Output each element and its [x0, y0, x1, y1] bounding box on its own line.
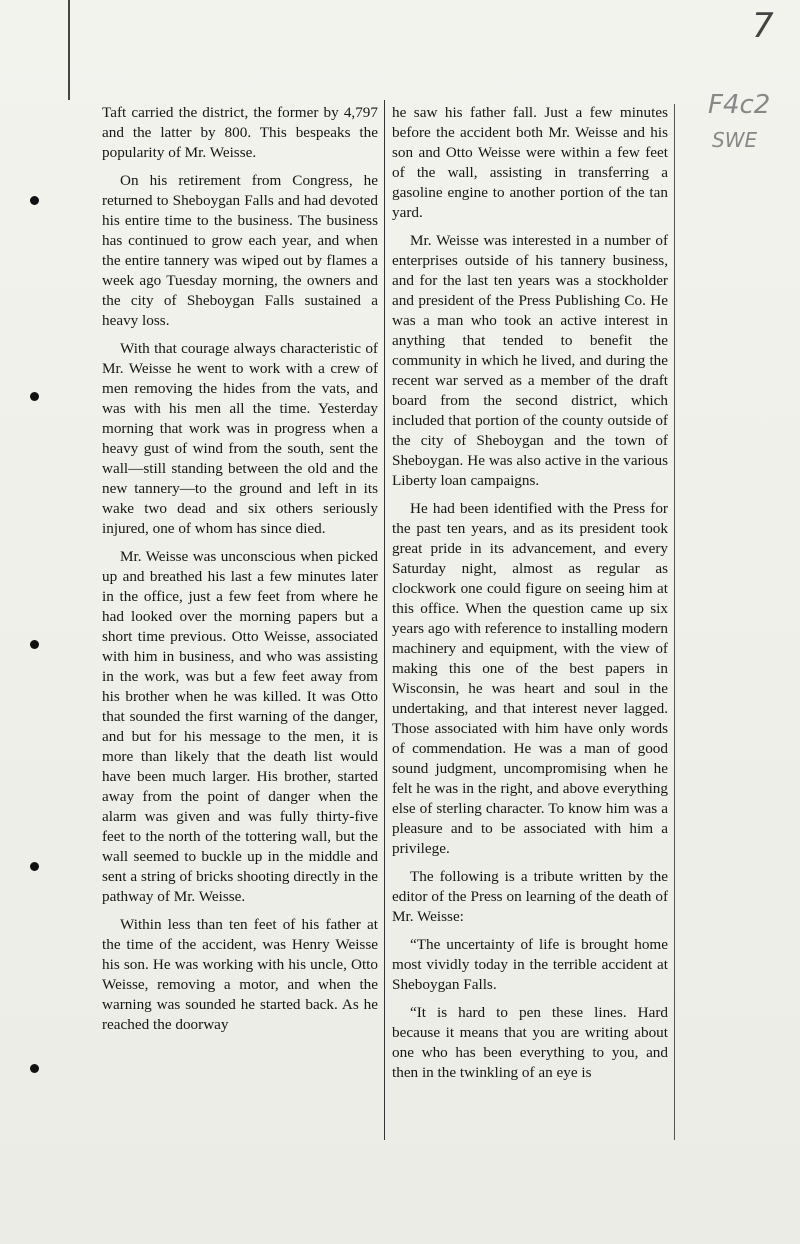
binder-hole	[30, 1064, 39, 1073]
paragraph: “The uncertainty of life is brought home most vividly today in the terrible accident at Sheboygan Falls.	[392, 936, 668, 993]
paragraph: The following is a tribute written by the editor of the Press on learning of the death of Mr. Weisse:	[392, 868, 668, 925]
clipping-right-edge	[674, 104, 675, 1140]
paragraph: Within less than ten feet of his father at the time of the accident, was Henry Weisse his son. He was working with his uncle, Otto Weisse, removing a motor, and when the warning was sounded he started back. As he reached the doorway	[102, 916, 378, 1033]
binder-hole	[30, 196, 39, 205]
paragraph: Mr. Weisse was unconscious when picked up and breathed his last a few minutes later in the office, just a few feet from where he had looked over the morning papers but a short time previous. Otto Weisse, associated with him in business, and who was assisting in the work, was but a few feet away from his brother when he was killed. It was Otto that sounded the first warning of the danger, and but for his message to the men, it is more than likely that the death list would have been much larger. His brother, started away from the point of danger when the alarm was given and was fully thirty-five feet to the north of the tottering wall, but the wall seemed to buckle up in the middle and sent a string of bricks shooting directly in the pathway of Mr. Weisse.	[102, 548, 378, 905]
pencil-annotation: F4c2	[708, 90, 771, 120]
binder-hole	[30, 392, 39, 401]
paragraph: On his retirement from Congress, he returned to Sheboygan Falls and had devoted his entire time to the business. The business has continued to grow each year, and when the entire tannery was wiped out by flames a week ago Tuesday morning, the owners and the city of Sheboygan Falls sustained a heavy loss.	[102, 172, 378, 329]
paragraph: He had been identified with the Press for the past ten years, and as its president took great pride in its advancement, and every Saturday night, almost as regular as clockwork one could figure on seeing him at this office. When the question came up six years ago with reference to installing modern machinery and equipment, with the view of making this one of the best papers in Wisconsin, he was heart and soul in the undertaking, and that interest never lagged. Those associated with him have only words of commendation. He was a man of good sound judgment, uncompromising when he felt he was in the right, and above everything else of sterling character. To know him was a pleasure and to be associated with him a privilege.	[392, 500, 668, 857]
paragraph: Taft carried the district, the former by 4,797 and the latter by 800. This bespeaks the popularity of Mr. Weisse.	[102, 104, 378, 161]
paragraph: Mr. Weisse was interested in a number of enterprises outside of his tannery business, and for the last ten years was a stockholder and president of the Press Publishing Co. He was a man who took an active interest in anything that tended to benefit the community in which he lived, and during the recent war served as a member of the draft board from the second district, which included that portion of the county outside of the city of Sheboygan and the town of Sheboygan. He was also active in the various Liberty loan campaigns.	[392, 232, 668, 489]
article-column-right	[392, 103, 668, 1091]
binder-hole	[30, 862, 39, 871]
article-column-left	[102, 103, 378, 1043]
binder-hole	[30, 640, 39, 649]
paragraph: “It is hard to pen these lines. Hard because it means that you are writing about one who has been everything to you, and then in the twinkling of an eye is	[392, 1004, 668, 1081]
paragraph: With that courage always characteristic of Mr. Weisse he went to work with a crew of men removing the hides from the vats, and was with his men all the time. Yesterday morning that work was in progress when a heavy gust of wind from the south, sent the wall—still standing between the old and the new tannery—to the ground and left in its wake two dead and six others seriously injured, one of whom has since died.	[102, 340, 378, 537]
pencil-annotation: SWE	[712, 128, 758, 152]
paragraph: he saw his father fall. Just a few minutes before the accident both Mr. Weisse and his son and Otto Weisse were within a few feet of the wall, assisting in transferring a gasoline engine to another portion of the tan yard.	[392, 104, 668, 221]
handwritten-page-number: 7	[752, 6, 774, 46]
page-edge-line	[68, 0, 70, 100]
column-divider	[384, 100, 385, 1140]
